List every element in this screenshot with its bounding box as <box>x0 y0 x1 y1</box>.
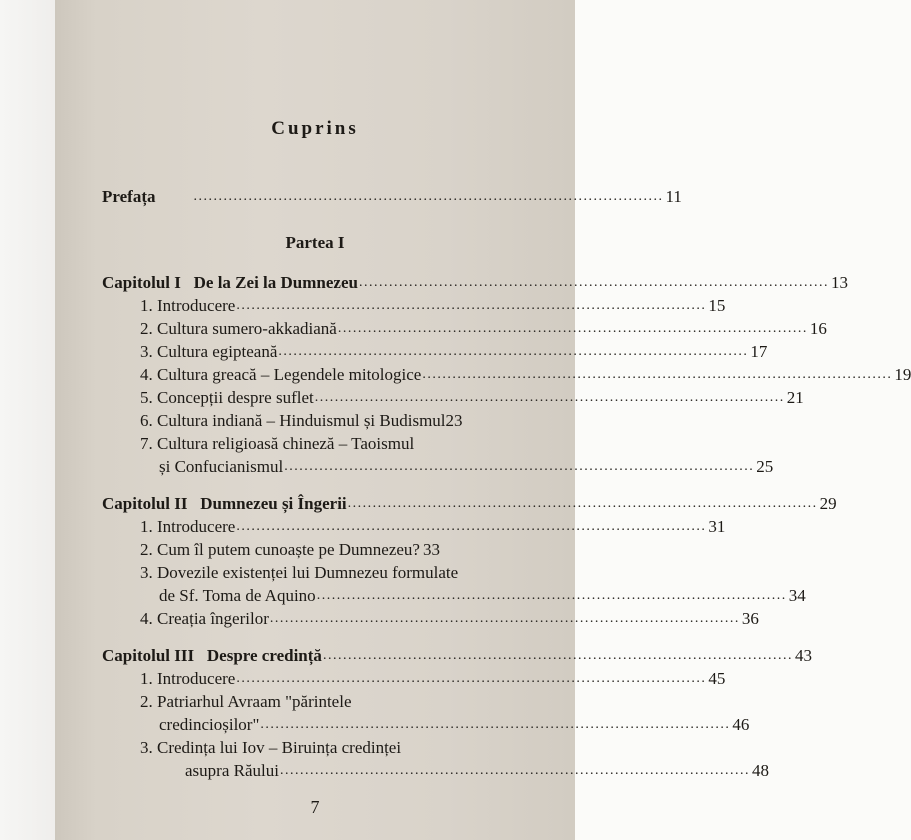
part-heading: Partea I <box>285 233 345 252</box>
chapter-1-heading: Capitolul I De la Zei la Dumnezeu .............................................................................................. 13 <box>102 273 848 292</box>
toc-item: 3. Cultura egipteană .............................................................................................. 17 <box>140 342 768 361</box>
toc-item-continued: și Confucianismul .............................................................................................. 25 <box>159 457 774 476</box>
toc-item-continued: credincioșilor" .............................................................................................. 46 <box>159 715 750 734</box>
toc-item: 2. Patriarhul Avraam "părintele <box>140 692 352 711</box>
preface-page: 11 <box>665 187 682 206</box>
toc-item: 2. Cultura sumero-akkadiană .............................................................................................. 16 <box>140 319 827 338</box>
page-number: 7 <box>310 797 320 817</box>
chapter-3-heading: Capitolul III Despre credință .............................................................................................. 43 <box>102 646 812 665</box>
toc-item: 3. Credința lui Iov – Biruința credinței <box>140 738 402 757</box>
toc-item-continued: asupra Răului .............................................................................................. 48 <box>185 761 769 780</box>
toc-item-continued: de Sf. Toma de Aquino .............................................................................................. 34 <box>159 586 806 605</box>
toc-item: 3. Dovezile existenței lui Dumnezeu formulate <box>140 563 459 582</box>
toc-item: 4. Cultura greacă – Legendele mitologice .............................................................................................. 19 <box>140 365 911 384</box>
toc-item: 1. Introducere .............................................................................................. 45 <box>140 669 726 688</box>
page-title: Cuprins <box>271 118 359 139</box>
toc-item: 6. Cultura indiană – Hinduismul și Budismul23 <box>140 411 463 430</box>
dot-leader: .............................................................................................. <box>193 189 664 204</box>
toc-item: 4. Creația îngerilor .............................................................................................. 36 <box>140 609 759 628</box>
preface-label: Prefața <box>102 187 156 206</box>
chapter-2-heading: Capitolul II Dumnezeu și Îngerii .............................................................................................. 29 <box>102 494 837 513</box>
toc-item: 2. Cum îl putem cunoaște pe Dumnezeu? 33 <box>140 540 440 559</box>
toc-item: 5. Concepții despre suflet .............................................................................................. 21 <box>140 388 804 407</box>
toc-entry-preface <box>102 186 682 207</box>
toc-item: 1. Introducere .............................................................................................. 15 <box>140 296 726 315</box>
toc-item: 7. Cultura religioasă chineză – Taoismul <box>140 434 415 453</box>
toc-item: 1. Introducere .............................................................................................. 31 <box>140 517 726 536</box>
